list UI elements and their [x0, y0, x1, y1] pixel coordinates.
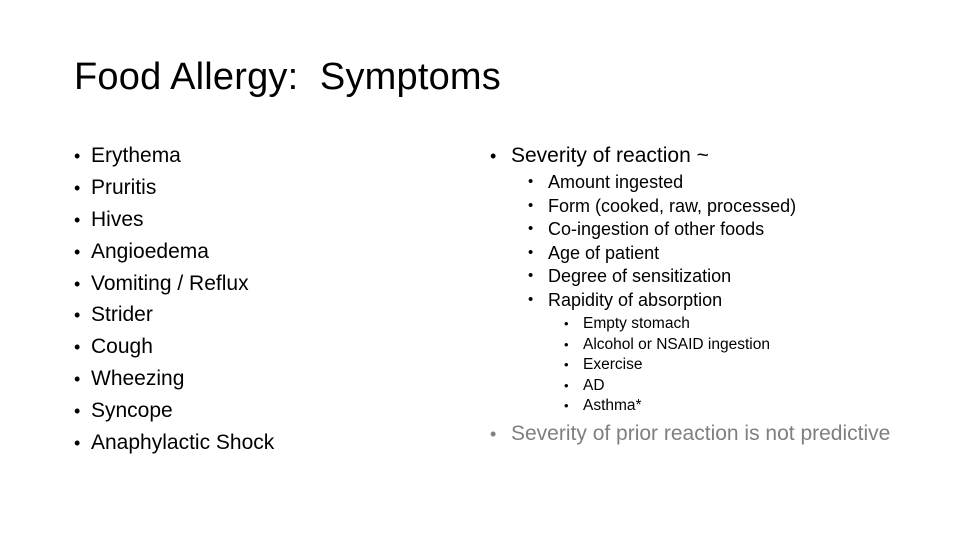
symptoms-list: [74, 142, 274, 461]
list-item: [564, 335, 950, 356]
list-item: [74, 206, 274, 238]
list-item: [74, 397, 274, 429]
bullet-icon: •: [74, 241, 81, 262]
list-item-text: AD: [583, 376, 605, 394]
bullet-icon: •: [528, 173, 534, 190]
list-item: [564, 314, 950, 335]
list-item: [528, 241, 950, 265]
bullet-icon: •: [74, 146, 81, 166]
list-item-text: Erythema: [91, 144, 181, 167]
severity-factors-list: [528, 170, 950, 311]
list-item: [528, 264, 950, 288]
bullet-icon: •: [74, 401, 81, 422]
bullet-icon: •: [528, 220, 534, 237]
bullet-icon: •: [528, 267, 534, 284]
list-item-text: Exercise: [583, 356, 643, 373]
bullet-icon: •: [490, 424, 497, 444]
list-item-text: Asthma*: [583, 397, 642, 414]
list-item-text: Co-ingestion of other foods: [548, 219, 765, 239]
list-item-text: Wheezing: [91, 367, 185, 391]
list-item: [74, 270, 274, 302]
prior-reaction-note: [490, 423, 891, 445]
bullet-icon: •: [564, 377, 569, 393]
list-item: [74, 174, 274, 206]
bullet-icon: •: [490, 146, 497, 166]
list-item: [564, 376, 950, 397]
bullet-icon: •: [74, 209, 81, 230]
list-item: [528, 217, 950, 241]
list-item-text: Amount ingested: [548, 172, 684, 192]
list-item: [74, 333, 274, 365]
list-item-text: Angioedema: [91, 239, 209, 263]
bullet-icon: •: [74, 369, 81, 390]
list-item-text: Empty stomach: [583, 315, 690, 332]
bullet-icon: •: [564, 357, 569, 372]
absorption-factors-list: [564, 314, 950, 417]
severity-heading: [490, 142, 950, 170]
bullet-icon: •: [564, 316, 569, 331]
list-item: [564, 396, 950, 417]
bullet-icon: •: [528, 243, 534, 261]
bullet-icon: •: [74, 337, 81, 358]
list-item-text: Age of patient: [548, 242, 660, 263]
bullet-icon: •: [74, 177, 81, 198]
list-item: [74, 301, 274, 333]
bullet-icon: •: [74, 305, 81, 326]
list-item: [74, 365, 274, 397]
bullet-icon: •: [564, 398, 569, 413]
list-item-text: Cough: [91, 335, 153, 359]
list-item: [528, 288, 950, 312]
list-item: [74, 142, 274, 174]
list-item: [74, 238, 274, 270]
bullet-icon: •: [564, 336, 569, 352]
list-item: [564, 355, 950, 376]
list-item-text: Pruritis: [91, 175, 157, 199]
list-item: [528, 194, 950, 218]
list-item-text: Vomiting / Reflux: [91, 271, 249, 295]
bullet-icon: •: [528, 290, 534, 308]
severity-heading-text: Severity of reaction ~: [511, 144, 709, 167]
slide-title: Food Allergy: Symptoms: [74, 56, 501, 98]
list-item-text: Form (cooked, raw, processed): [548, 195, 797, 216]
bullet-icon: •: [74, 433, 81, 454]
list-item-text: Alcohol or NSAID ingestion: [583, 335, 770, 353]
bullet-icon: •: [74, 273, 81, 294]
list-item-text: Syncope: [91, 399, 173, 423]
list-item-text: Hives: [91, 207, 144, 231]
prior-reaction-note-text: Severity of prior reaction is not predictive: [511, 422, 891, 445]
list-item-text: Strider: [91, 303, 153, 327]
list-item-text: Rapidity of absorption: [548, 289, 723, 310]
list-item: [74, 429, 274, 461]
list-item-text: Degree of sensitization: [548, 266, 732, 286]
bullet-icon: •: [528, 196, 534, 214]
list-item-text: Anaphylactic Shock: [91, 431, 275, 455]
list-item: [528, 170, 950, 194]
severity-section: [490, 142, 950, 445]
